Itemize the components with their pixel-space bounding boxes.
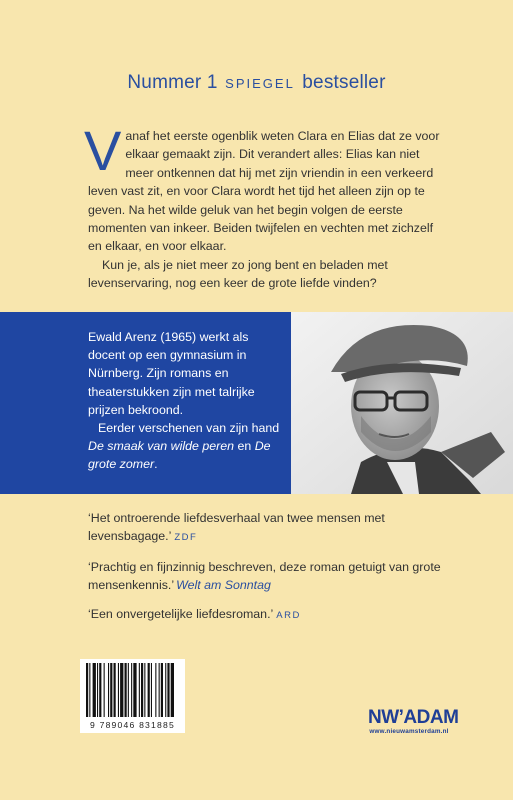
barcode-bar [99, 663, 101, 717]
quote-text: ‘Een onvergetelijke liefdesroman.’ [88, 606, 274, 621]
barcode-bar [161, 663, 163, 717]
barcode-bar [108, 663, 109, 717]
bio-book-2: De grote zomer [88, 439, 271, 472]
bio-end: . [154, 457, 158, 472]
blurb-paragraph-1 [84, 119, 448, 256]
headline-brand: SPIEGEL [225, 76, 295, 91]
barcode-bar [139, 663, 140, 717]
quote-source: Welt am Sonntag [176, 578, 271, 593]
barcode-bar [120, 663, 123, 717]
quote-text: ‘Het ontroerende liefdesverhaal van twee mensen met levensbagage.’ [88, 511, 385, 544]
quote-1 [88, 509, 448, 548]
barcode-bar [128, 663, 129, 717]
barcode-bar [171, 663, 174, 717]
quote-2 [88, 558, 448, 595]
barcode-bar [89, 663, 90, 717]
author-photo [291, 312, 513, 494]
barcode-bar [110, 663, 112, 717]
bio-lead: Eerder verschenen van zijn hand [98, 421, 280, 436]
barcode-bar [93, 663, 96, 717]
headline [0, 72, 513, 94]
blurb-paragraph-2: Kun je, als je niet meer zo jong bent en beladen met levenservaring, nog een keer de grote liefde vinden? [88, 257, 388, 291]
quote-source: ZDF [174, 532, 198, 544]
barcode-bar [155, 663, 156, 717]
barcode-bar [141, 663, 143, 717]
barcode-bar [151, 663, 152, 717]
barcode-bar [148, 663, 150, 717]
barcode-bar [165, 663, 166, 717]
headline-suffix: bestseller [302, 72, 386, 93]
author-portrait-image [291, 312, 513, 494]
barcode-bar [144, 663, 145, 717]
barcode-bar [86, 663, 88, 717]
barcode-bar [118, 663, 119, 717]
isbn-digits: 9 789046 831885 [90, 720, 175, 730]
barcode-bar [104, 663, 105, 717]
barcode-bars [80, 659, 185, 719]
publisher-logo [368, 707, 459, 735]
bio-paragraph-1: Ewald Arenz (1965) werkt als docent op een gymnasium in Nürnberg. Zijn romans en theaterstukken zijn met talrijke prijzen bekroond. [88, 330, 255, 417]
barcode-bar [159, 663, 160, 717]
quote-3 [88, 605, 448, 625]
barcode-bar [133, 663, 136, 717]
author-bio [88, 328, 288, 474]
bio-paragraph-2 [88, 419, 288, 474]
quote-text: ‘Prachtig en fijnzinnig beschreven, deze roman getuigt van grote mensenkennis.’ [88, 559, 441, 593]
barcode-bar [167, 663, 169, 717]
barcode-bar [131, 663, 132, 717]
quote-source: ARD [276, 609, 301, 621]
barcode-bar [114, 663, 116, 717]
publisher-url: www.nieuwamsterdam.nl [369, 728, 449, 735]
review-quotes [88, 509, 448, 635]
barcode-bar [97, 663, 98, 717]
drop-cap: V [84, 119, 122, 182]
bio-book-1: De smaak van wilde peren [88, 439, 235, 454]
publisher-logo-text: NW’ADAM [368, 707, 459, 728]
blurb-text-1: anaf het eerste ogenblik weten Clara en Elias dat ze voor elkaar gemaakt zijn. Dit verandert alles: Elias kan niet meer ontkennen dat hij met zijn vriendin in een verkeerd leven vast zit, en voor Clara wordt het tijd het alleen zijn op te geven. Na het wilde geluk van het begin volgen de eerste momenten van inkeer. Beiden twijfelen en vechten met zichzelf en elkaar, en voor elkaar. [88, 129, 440, 254]
barcode-bar [125, 663, 127, 717]
blurb [84, 119, 448, 293]
bio-connector: en [234, 439, 255, 454]
headline-prefix: Nummer 1 [127, 72, 218, 93]
